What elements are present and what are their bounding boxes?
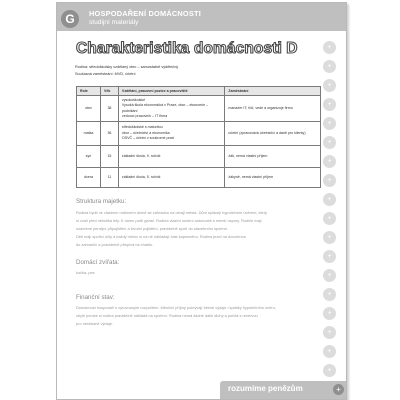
cell-role: otec <box>77 96 101 122</box>
section-body-pets <box>76 269 326 277</box>
paragraph-line: pro nečekané výdaje. <box>76 321 113 326</box>
section-title-finance: Finanční stav: <box>76 294 115 301</box>
page-title: Charakteristika domácnosti D <box>76 40 298 57</box>
nav-dot-icon[interactable]: + <box>323 98 336 111</box>
paragraph-line: Rodina bydlí ve vlastním rodinném domě se zahradou na okraji města. Dům splácejí hypotečním úvěrem, který <box>76 210 267 215</box>
nav-dot-icon[interactable]: + <box>323 155 336 168</box>
education-line: vedoucí pracovník – IT firma <box>121 114 168 118</box>
cell-role: matka <box>77 122 101 146</box>
table-row <box>77 168 321 188</box>
cell-education: základní škola, 5. ročník <box>118 168 225 188</box>
table-header-row <box>77 87 321 96</box>
column-header-role: Role <box>77 87 101 96</box>
cell-age: 36 <box>100 122 118 146</box>
nav-dot-icon[interactable]: + <box>323 212 336 225</box>
cell-occupation: účetní (zpracovává účetnictví a daně pro klienty) <box>225 122 321 146</box>
column-header-education: Vzdělání, pracovní pozice a pracoviště <box>118 87 225 96</box>
cell-education <box>118 122 225 146</box>
cell-role: syn <box>77 146 101 168</box>
logo-icon: G <box>61 10 79 28</box>
education-line: středoškolské s maturitou <box>121 125 163 130</box>
header-title: HOSPODAŘENÍ DOMÁCNOSTI <box>89 9 201 18</box>
paragraph-line: kočka, pes <box>76 270 95 275</box>
nav-dot-icon[interactable]: + <box>323 117 336 130</box>
cell-role: dcera <box>77 168 101 188</box>
nav-dot-icon[interactable]: + <box>323 250 336 263</box>
nav-dot-icon[interactable]: + <box>323 136 336 149</box>
table-row <box>77 96 321 122</box>
paragraph-line: si vzali před několika lety. K domu patří garáž. Rodina vlastní osobní automobil a menší úspory. Rodiče mají <box>76 218 262 223</box>
paragraph-line: Děti mají spořicí účty a každý měsíc si na ně odkládají část kapesného. Rodina jezdí na dovolenou <box>76 234 246 239</box>
paragraph-line: uzavřené penzijní připojištění a životní pojištění, pravidelně spoří do stavebního spoření. <box>76 226 229 231</box>
column-header-occupation: Zaměstnání <box>225 87 321 96</box>
cell-education <box>118 96 225 122</box>
cell-age: 11 <box>100 168 118 188</box>
nav-dot-icon[interactable]: + <box>323 364 336 377</box>
cell-occupation: žák, nemá vlastní příjem <box>225 146 321 168</box>
header-banner <box>57 3 346 31</box>
cell-age: 15 <box>100 146 118 168</box>
paragraph-line: Domácnost hospodaří s vyrovnaným rozpočtem. Měsíční příjmy pokrývají běžné výdaje i splátky hypotečního úvěru, <box>76 305 276 310</box>
cell-occupation: žákyně, nemá vlastní příjem <box>225 168 321 188</box>
nav-dot-icon[interactable]: + <box>323 345 336 358</box>
nav-dot-icon[interactable]: + <box>323 326 336 339</box>
column-header-age: Věk <box>100 87 118 96</box>
nav-dot-icon[interactable]: + <box>323 231 336 244</box>
nav-dot-icon[interactable]: + <box>323 41 336 54</box>
education-line: Vysoká škola ekonomická v Praze, obor – ekonomie – podnikání <box>121 103 209 113</box>
cell-age: 38 <box>100 96 118 122</box>
plus-icon: + <box>333 384 344 395</box>
section-title-pets: Domácí zvířata: <box>76 259 120 266</box>
section-body-property <box>76 209 326 249</box>
cell-occupation: manažer IT; řídí, vede a organizuje firmu <box>225 96 321 122</box>
education-line: vysokoškolské <box>121 97 146 102</box>
header-subtitle: studijní materiály <box>89 19 139 26</box>
section-body-finance <box>76 304 326 328</box>
cell-education: základní škola, 9. ročník <box>118 146 225 168</box>
footer-label: rozumíme penězům <box>228 384 303 393</box>
education-line: obor – účetnictví a ekonomika <box>121 130 170 135</box>
document-page <box>56 2 347 400</box>
nav-dot-icon[interactable]: + <box>323 79 336 92</box>
nav-dot-icon[interactable]: + <box>323 174 336 187</box>
nav-dot-icon[interactable]: + <box>323 269 336 282</box>
paragraph-line: do zahraničí a pravidelně přispívá na charitu. <box>76 242 154 247</box>
nav-dot-icon[interactable]: + <box>323 307 336 320</box>
nav-dot-icon[interactable]: + <box>323 288 336 301</box>
education-line: OSVČ – účetní v soukromé praxi <box>121 136 175 141</box>
table-row <box>77 146 321 168</box>
intro-line: Rodina: středoškolsky vzdělaný otec – samostatně výdělečný <box>75 65 179 69</box>
intro-line: Současná zaměstnání: MVD, účetní <box>75 72 136 76</box>
nav-dot-icon[interactable]: + <box>323 60 336 73</box>
nav-dot-icon[interactable]: + <box>323 193 336 206</box>
paragraph-line: zbylé peníze si rodina pravidelně odkládá na spoření. Rodina nemá žádné další dluhy a počítá s rezervou <box>76 313 258 318</box>
section-title-property: Struktura majetku: <box>76 198 127 205</box>
household-table <box>76 86 321 188</box>
footer-banner <box>220 381 346 399</box>
table-row <box>77 122 321 146</box>
